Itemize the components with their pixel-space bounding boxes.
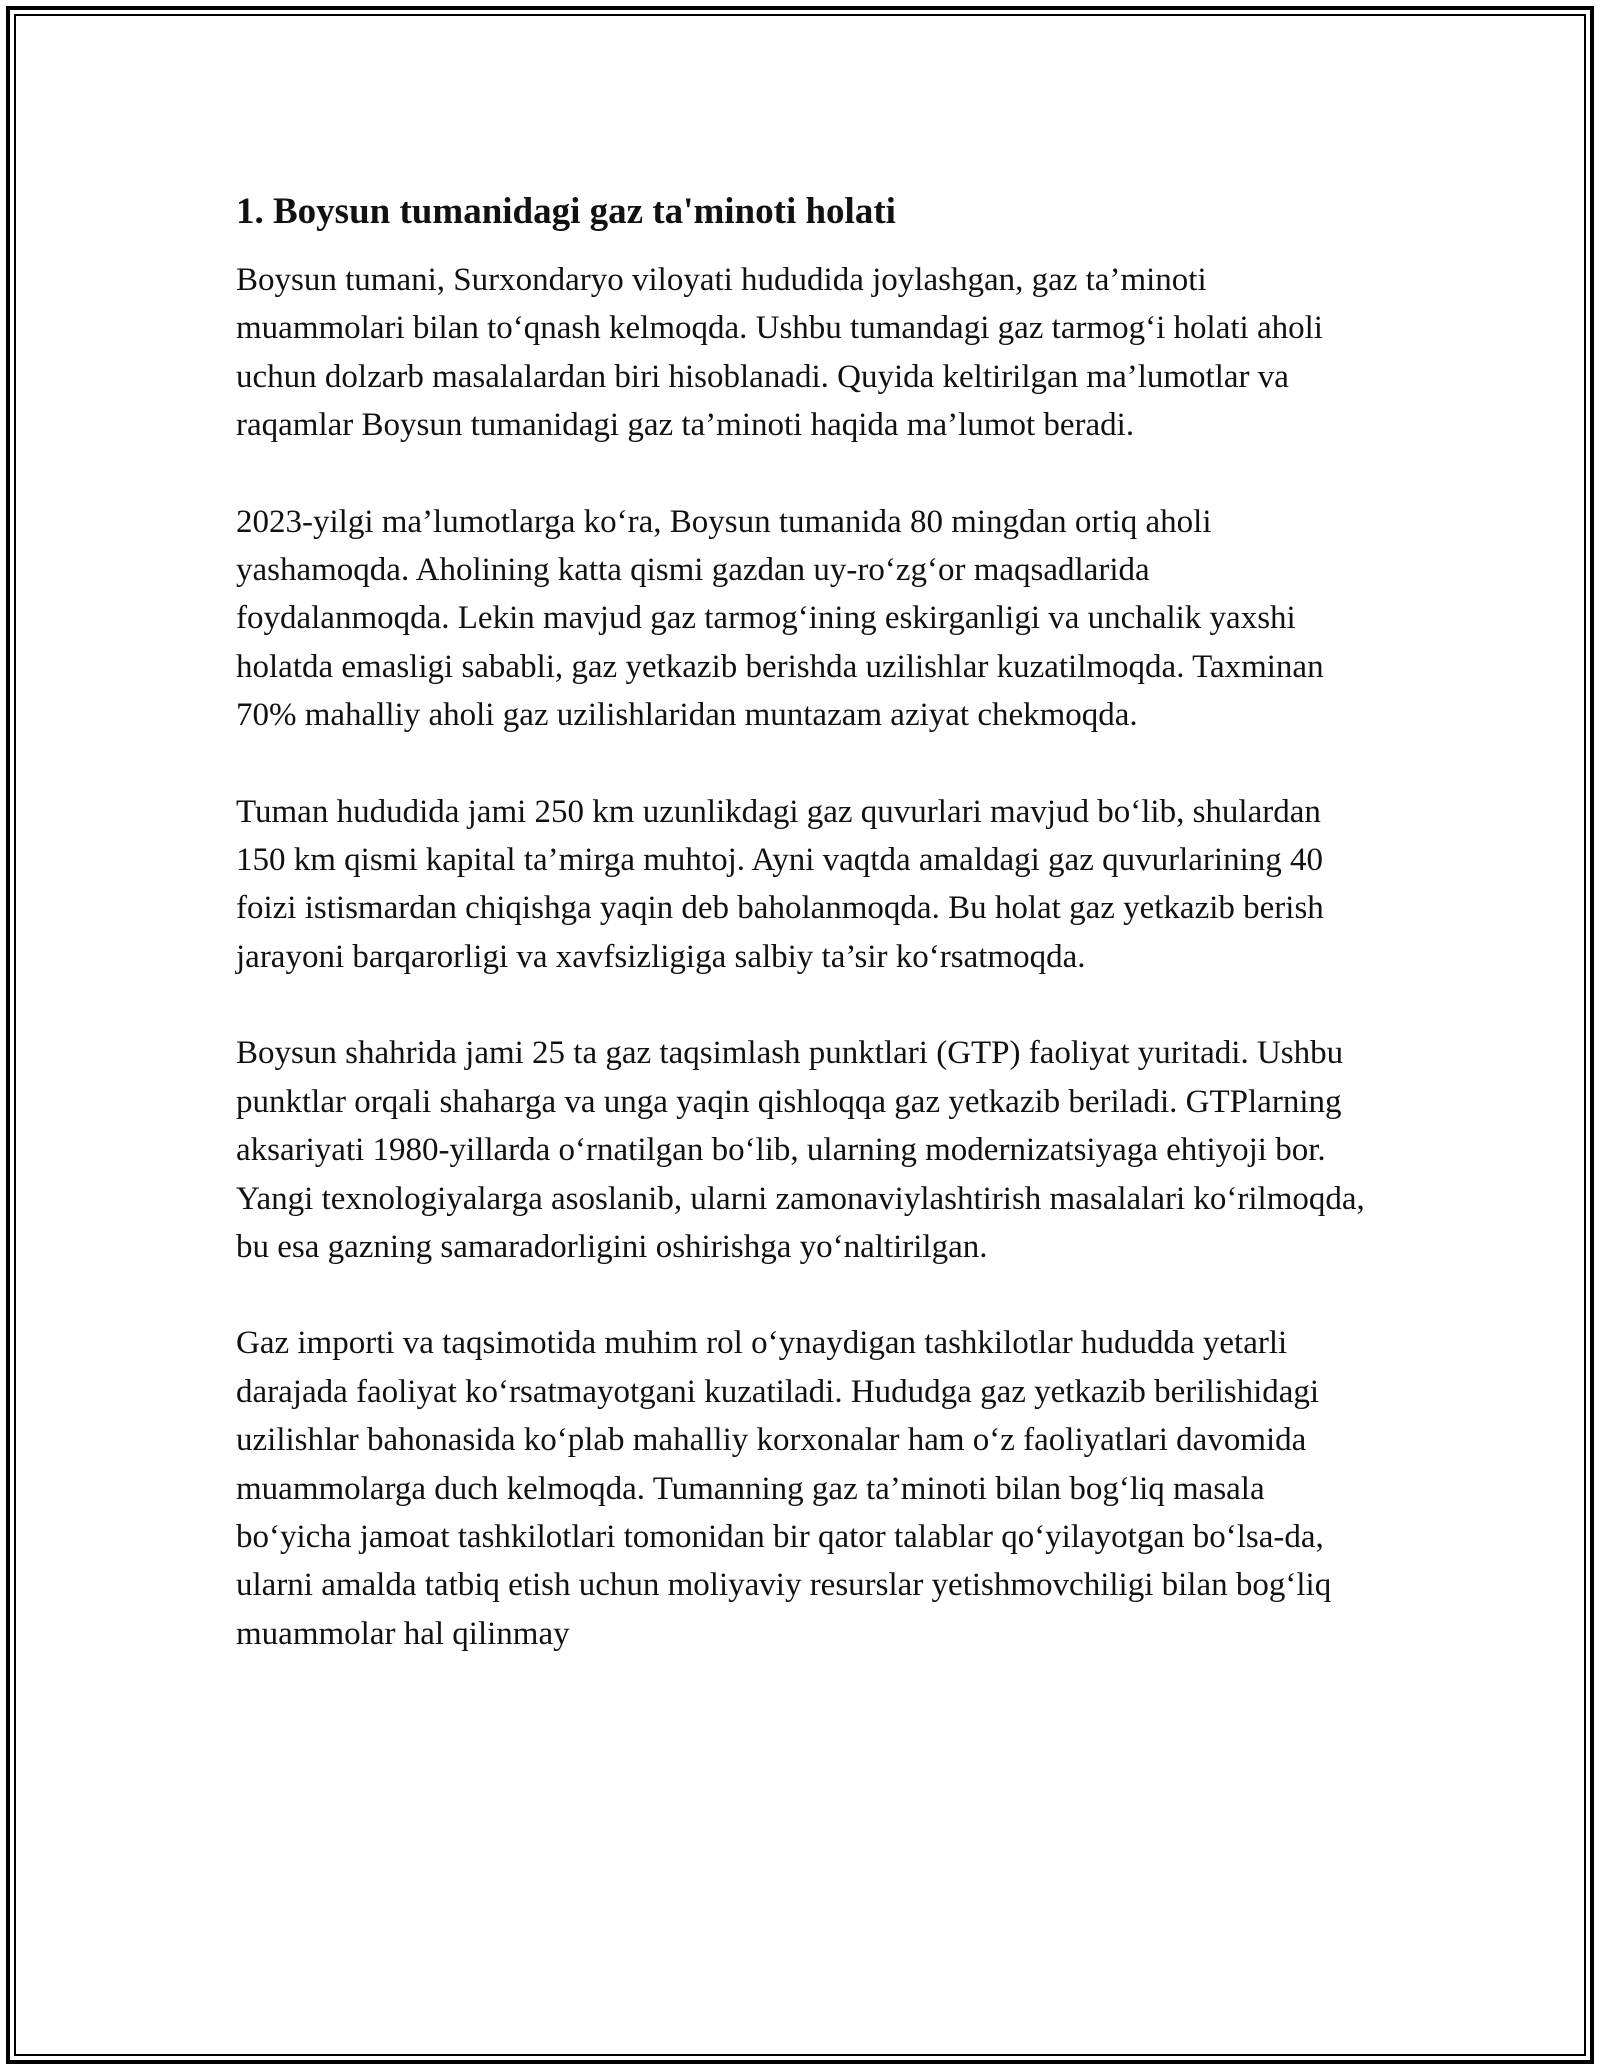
paragraph-2: 2023-yilgi ma’lumotlarga ko‘ra, Boysun tumanida 80 mingdan ortiq aholi yashamoqda. Aholining katta qismi gazdan uy-ro‘zg‘or maqsadlarida foydalanmoqda. Lekin mavjud gaz tarmog‘ining eskirganligi va unchalik yaxshi holatda emasligi sababli, gaz yetkazib berishda uzilishlar kuzatilmoqda. Taxminan 70% mahalliy aholi gaz uzilishlaridan muntazam aziyat chekmoqda. <box>236 503 1324 734</box>
paragraph-4: Boysun shahrida jami 25 ta gaz taqsimlash punktlari (GTP) faoliyat yuritadi. Ushbu punktlar orqali shaharga va unga yaqin qishloqqa gaz yetkazib beriladi. GTPlarning aksariyati 1980-yillarda o‘rnatilgan bo‘lib, ularning modernizatsiyaga ehtiyoji bor. Yangi texnologiyalarga asoslanib, ularni zamonaviylashtirish masalalari ko‘rilmoqda, bu esa gazning samaradorligini oshirishga yo‘naltirilgan. <box>236 1035 1365 1265</box>
paragraph-3: Tuman hududida jami 250 km uzunlikdagi gaz quvurlari mavjud bo‘lib, shulardan 150 km qismi kapital ta’mirga muhtoj. Ayni vaqtda amaldagi gaz quvurlarining 40 foizi istismardan chiqishga yaqin deb baholanmoqda. Bu holat gaz yetkazib berish jarayoni barqarorligi va xavfsizligiga salbiy ta’sir ko‘rsatmoqda. <box>236 793 1324 975</box>
paragraph-5: Gaz importi va taqsimotida muhim rol o‘ynaydigan tashkilotlar hududda yetarli darajada faoliyat ko‘rsatmayotgani kuzatiladi. Hududga gaz yetkazib berilishidagi uzilishlar bahonasida ko‘plab mahalliy korxonalar ham o‘z faoliyatlari davomida muammolarga duch kelmoqda. Tumanning gaz ta’minoti bilan bog‘liq masala bo‘yicha jamoat tashkilotlari tomonidan bir qator talablar qo‘yilayotgan bo‘lsa-da, ularni amalda tatbiq etish uchun moliyaviy resurslar yetishmovchiligi bilan bog‘liq muammolar hal qilinmay <box>236 1325 1332 1652</box>
paragraph-1: Boysun tumani, Surxondaryo viloyati hududida joylashgan, gaz ta’minoti muammolari bilan to‘qnash kelmoqda. Ushbu tumandagi gaz tarmog‘i holati aholi uchun dolzarb masalalardan biri hisoblanadi. Quyida keltirilgan ma’lumotlar va raqamlar Boysun tumanidagi gaz ta’minoti haqida ma’lumot beradi. <box>236 262 1323 444</box>
document-body <box>236 188 1366 1706</box>
section-heading: 1. Boysun tumanidagi gaz ta'minoti holati <box>236 191 896 232</box>
